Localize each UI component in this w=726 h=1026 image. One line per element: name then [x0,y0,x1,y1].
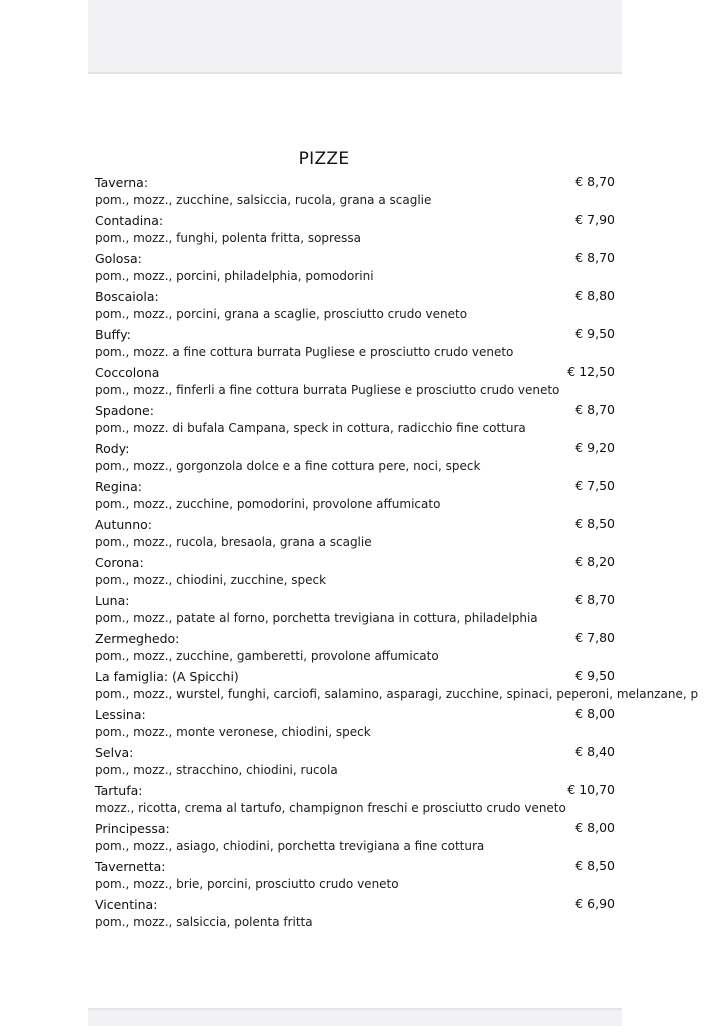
menu-item-header [95,590,615,609]
item-price: € 8,70 [575,592,615,607]
menu-item-header [95,780,615,799]
item-name: Golosa: [95,251,142,266]
item-description: pom., mozz., asiago, chiodini, porchetta trevigiana a fine cottura [95,839,485,853]
item-description: mozz., ricotta, crema al tartufo, champignon freschi e prosciutto crudo veneto [95,801,566,815]
item-name: Spadone: [95,403,154,418]
menu-item [95,742,615,780]
item-price: € 8,70 [575,174,615,189]
item-description: pom., mozz., salsiccia, polenta fritta [95,915,313,929]
menu-item-header [95,704,615,723]
menu-item-header [95,514,615,533]
item-name: Luna: [95,593,130,608]
item-name: Zermeghedo: [95,631,180,646]
menu-item-header [95,856,615,875]
item-description: pom., mozz., funghi, polenta fritta, sopressa [95,231,361,245]
item-name: Lessina: [95,707,146,722]
item-name: Corona: [95,555,144,570]
menu-item [95,704,615,742]
menu-item [95,476,615,514]
menu-item-header [95,362,615,381]
menu-item-header [95,248,615,267]
menu-item [95,210,615,248]
menu-item-header [95,210,615,229]
menu-item [95,780,615,818]
item-name: Tartufa: [95,783,143,798]
item-price: € 7,50 [575,478,615,493]
menu-item [95,248,615,286]
item-description: pom., mozz., gorgonzola dolce e a fine cottura pere, noci, speck [95,459,481,473]
item-description: pom., mozz. di bufala Campana, speck in cottura, radicchio fine cottura [95,421,526,435]
menu-item [95,856,615,894]
item-name: Tavernetta: [95,859,166,874]
item-price: € 9,50 [575,668,615,683]
item-price: € 10,70 [567,782,615,797]
menu-item [95,552,615,590]
item-price: € 9,20 [575,440,615,455]
item-price: € 8,70 [575,402,615,417]
bottom-page-edge [88,1008,622,1026]
menu-item [95,628,615,666]
item-description: pom., mozz., porcini, philadelphia, pomodorini [95,269,374,283]
item-description: pom., mozz., patate al forno, porchetta trevigiana in cottura, philadelphia [95,611,538,625]
menu-item-header [95,818,615,837]
item-price: € 6,90 [575,896,615,911]
item-name: Vicentina: [95,897,158,912]
item-description: pom., mozz., rucola, bresaola, grana a scaglie [95,535,372,549]
item-price: € 8,40 [575,744,615,759]
item-description: pom., mozz., finferli a fine cottura burrata Pugliese e prosciutto crudo veneto [95,383,560,397]
menu-item [95,172,615,210]
item-price: € 12,50 [567,364,615,379]
item-name: Principessa: [95,821,170,836]
item-price: € 8,50 [575,858,615,873]
menu-item-header [95,628,615,647]
menu-item-header [95,324,615,343]
menu-item [95,324,615,362]
item-description: pom., mozz., chiodini, zucchine, speck [95,573,327,587]
item-description: pom., mozz., stracchino, chiodini, rucola [95,763,338,777]
menu-item [95,666,699,704]
menu-item-header [95,286,615,305]
item-price: € 8,50 [575,516,615,531]
item-description: pom., mozz., monte veronese, chiodini, speck [95,725,371,739]
menu-item [95,590,615,628]
item-description: pom., mozz., porcini, grana a scaglie, prosciutto crudo veneto [95,307,468,321]
menu-item-header [95,438,615,457]
menu-item-header [95,172,615,191]
item-description: pom., mozz., zucchine, pomodorini, provolone affumicato [95,497,441,511]
item-name: Taverna: [95,175,149,190]
menu-item [95,514,615,552]
item-price: € 8,20 [575,554,615,569]
item-name: Regina: [95,479,143,494]
top-page-edge [88,0,622,74]
item-name: Buffy: [95,327,131,342]
menu-item-header [95,894,615,913]
item-name: Coccolona [95,365,160,380]
item-description: pom., mozz., wurstel, funghi, carciofi, salamino, asparagi, zucchine, spinaci, peperoni, melanzane, p [95,687,699,701]
item-name: La famiglia: (A Spicchi) [95,669,239,684]
menu-item [95,286,615,324]
item-price: € 9,50 [575,326,615,341]
menu-list [95,172,699,932]
menu-item-header [95,476,615,495]
menu-item-header [95,742,615,761]
menu-page[interactable] [88,74,699,1008]
menu-item [95,894,615,932]
item-name: Boscaiola: [95,289,159,304]
menu-item [95,438,615,476]
item-name: Autunno: [95,517,153,532]
menu-item-header [95,400,615,419]
item-name: Selva: [95,745,134,760]
menu-item [95,818,615,856]
menu-title: PIZZE [298,149,350,169]
item-price: € 8,00 [575,706,615,721]
item-description: pom., mozz., zucchine, salsiccia, rucola, grana a scaglie [95,193,432,207]
item-price: € 8,80 [575,288,615,303]
item-price: € 8,00 [575,820,615,835]
item-name: Rody: [95,441,130,456]
item-price: € 7,80 [575,630,615,645]
item-price: € 7,90 [575,212,615,227]
menu-item [95,400,615,438]
menu-item-header [95,552,615,571]
item-description: pom., mozz., zucchine, gamberetti, provolone affumicato [95,649,439,663]
menu-item [95,362,615,400]
item-price: € 8,70 [575,250,615,265]
menu-item-header [95,666,615,685]
item-name: Contadina: [95,213,164,228]
item-description: pom., mozz. a fine cottura burrata Pugliese e prosciutto crudo veneto [95,345,514,359]
item-description: pom., mozz., brie, porcini, prosciutto crudo veneto [95,877,399,891]
